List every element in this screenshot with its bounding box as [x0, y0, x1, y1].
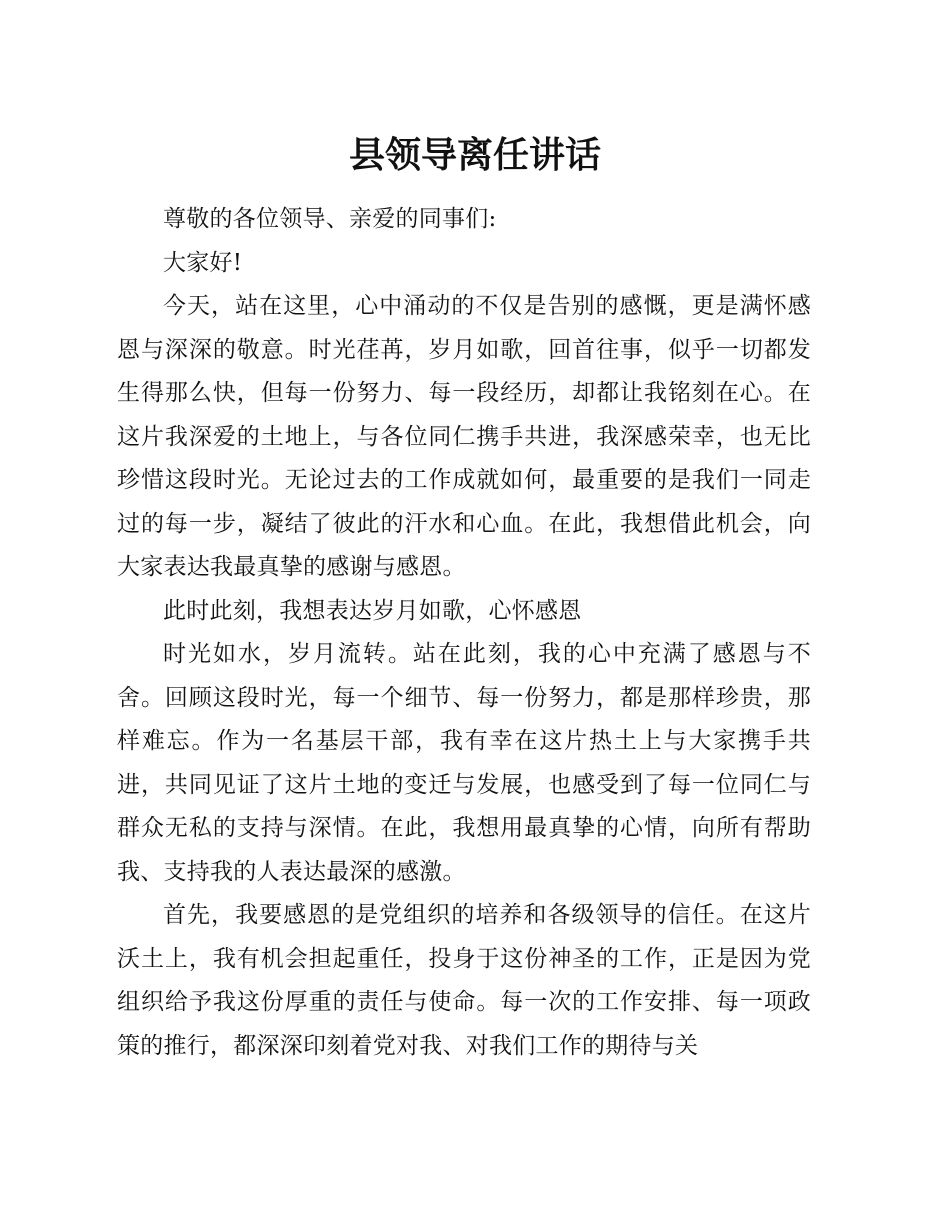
- body-paragraph: 此时此刻，我想表达岁月如歌，心怀感恩: [163, 597, 582, 624]
- greeting: 大家好!: [163, 249, 243, 276]
- body-paragraph: 时光如水，岁月流转。站在此刻，我的心中充满了感恩与不舍。回顾这段时光，每一个细节、每一份努力，都是那样珍贵，那样难忘。作为一名基层干部，我有幸在这片热土上与大家携手共进，共同见证了这片土地的变迁与发展，也感受到了每一位同仁与群众无私的支持与深情。在此，我想用最真挚的心情，向所有帮助我、支持我的人表达最深的感激。: [117, 641, 811, 885]
- document-title: 县领导离任讲话: [348, 134, 601, 176]
- salutation: 尊敬的各位领导、亲爱的同事们:: [163, 206, 497, 232]
- body-paragraph: 首先，我要感恩的是党组织的培养和各级领导的信任。在这片沃土上，我有机会担起重任，投身于这份神圣的工作，正是因为党组织给予我这份厚重的责任与使命。每一次的工作安排、每一项政策的推行，都深深印刻着党对我、对我们工作的期待与关: [117, 902, 811, 1059]
- document-body: [117, 198, 811, 1068]
- body-paragraph: 今天，站在这里，心中涌动的不仅是告别的感慨，更是满怀感恩与深深的敬意。时光荏苒，岁月如歌，回首往事，似乎一切都发生得那么快，但每一份努力、每一段经历，却都让我铭刻在心。在这片我深爱的土地上，与各位同仁携手共进，我深感荣幸，也无比珍惜这段时光。无论过去的工作成就如何，最重要的是我们一同走过的每一步，凝结了彼此的汗水和心血。在此，我想借此机会，向大家表达我最真挚的感谢与感恩。: [117, 293, 811, 580]
